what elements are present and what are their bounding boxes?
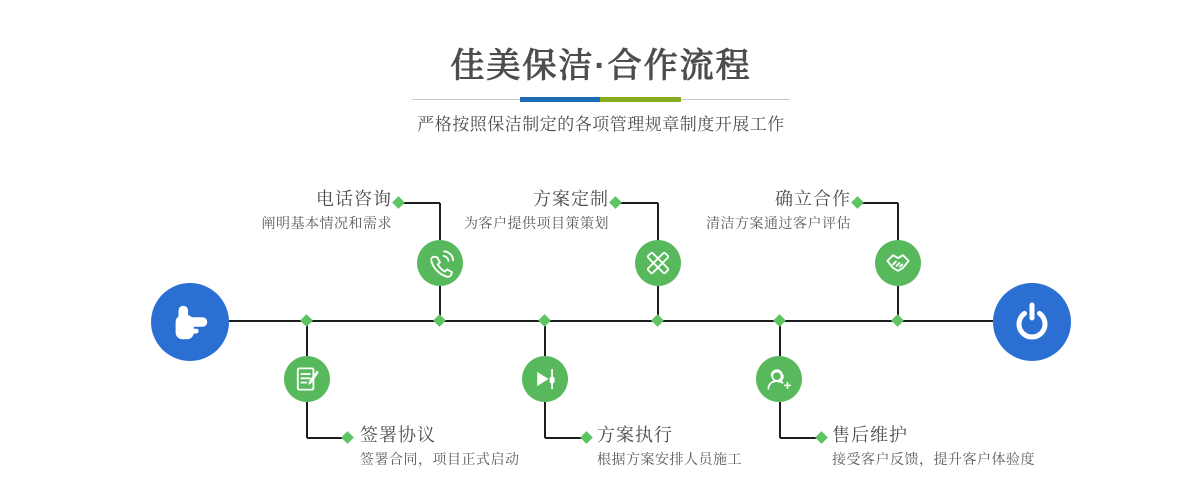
connector-line bbox=[779, 402, 781, 438]
step-circle-cooperate bbox=[875, 240, 921, 286]
step-description: 阐明基本情况和需求 bbox=[261, 215, 392, 231]
customer-service-icon bbox=[762, 362, 796, 396]
label-diamond bbox=[851, 196, 864, 209]
connector-line bbox=[897, 203, 899, 240]
step-title: 电话咨询 bbox=[316, 189, 392, 209]
power-icon bbox=[1008, 298, 1056, 346]
step-label-sign bbox=[360, 424, 620, 469]
step-circle-design bbox=[635, 240, 681, 286]
timeline-diamond bbox=[433, 314, 446, 327]
timeline-diamond bbox=[773, 314, 786, 327]
timeline-diamond bbox=[891, 314, 904, 327]
design-pen-icon bbox=[641, 246, 675, 280]
step-title: 方案执行 bbox=[597, 425, 673, 445]
connector-line bbox=[862, 202, 898, 204]
connector-line bbox=[307, 437, 345, 439]
connector-line bbox=[779, 322, 781, 356]
handshake-icon bbox=[881, 246, 915, 280]
timeline-diamond bbox=[651, 314, 664, 327]
connector-line bbox=[545, 437, 583, 439]
step-description: 根据方案安排人员施工 bbox=[597, 451, 742, 467]
step-circle-execute bbox=[522, 356, 568, 402]
connector-line bbox=[306, 322, 308, 356]
timeline-diamond bbox=[300, 314, 313, 327]
page-title: 佳美保洁·合作流程 bbox=[450, 47, 752, 85]
timeline-diamond bbox=[538, 314, 551, 327]
start-node bbox=[151, 283, 229, 361]
step-label-design bbox=[369, 188, 609, 233]
step-description: 为客户提供项目策策划 bbox=[464, 215, 609, 231]
timeline bbox=[229, 320, 993, 322]
step-description: 签署合同，项目正式启动 bbox=[360, 451, 520, 467]
connector-line bbox=[544, 402, 546, 438]
step-circle-consult bbox=[417, 240, 463, 286]
step-description: 清洁方案通过客户评估 bbox=[706, 215, 851, 231]
phone-icon bbox=[423, 246, 457, 280]
end-node bbox=[993, 283, 1071, 361]
connector-line bbox=[306, 402, 308, 438]
step-circle-sign bbox=[284, 356, 330, 402]
step-title: 签署协议 bbox=[360, 425, 436, 445]
step-title: 方案定制 bbox=[533, 189, 609, 209]
pointing-hand-icon bbox=[167, 299, 213, 345]
step-label-aftersales bbox=[832, 424, 1092, 469]
step-label-execute bbox=[597, 424, 857, 469]
step-title: 确立合作 bbox=[775, 189, 851, 209]
step-label-cooperate bbox=[611, 188, 851, 233]
label-diamond bbox=[341, 431, 354, 444]
page-subtitle: 严格按照保洁制定的各项管理规章制度开展工作 bbox=[417, 115, 785, 135]
step-title: 售后维护 bbox=[832, 425, 908, 445]
step-circle-aftersales bbox=[756, 356, 802, 402]
play-execute-icon bbox=[528, 362, 562, 396]
connector-line bbox=[780, 437, 818, 439]
step-description: 接受客户反馈，提升客户体验度 bbox=[832, 451, 1035, 467]
connector-line bbox=[544, 322, 546, 356]
sign-document-icon bbox=[290, 362, 324, 396]
step-label-consult bbox=[152, 188, 392, 233]
